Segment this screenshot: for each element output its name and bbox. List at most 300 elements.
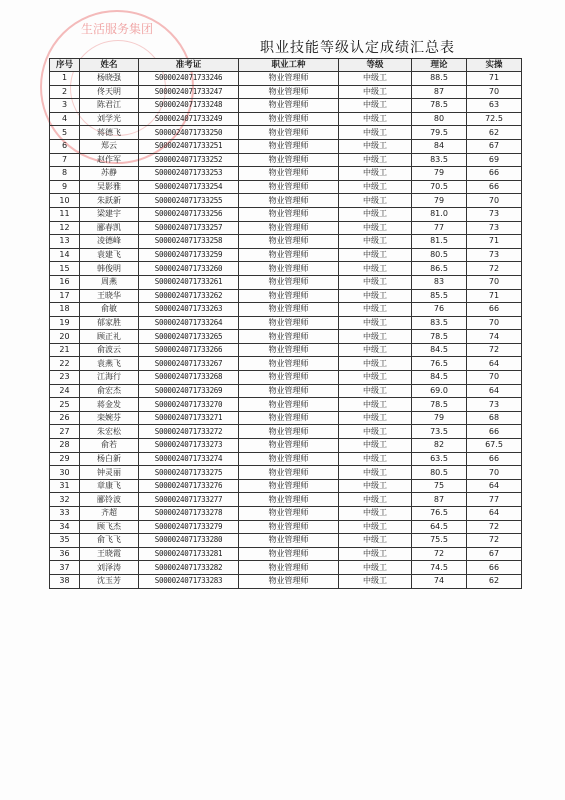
row-index: 7 [50, 153, 80, 167]
row-level: 中级工 [339, 153, 412, 167]
row-level: 中级工 [339, 547, 412, 561]
row-practice-score: 68 [467, 411, 522, 425]
row-theory-score: 79 [412, 167, 467, 181]
row-level: 中级工 [339, 479, 412, 493]
row-theory-score: 77 [412, 221, 467, 235]
header-practice: 实操 [467, 59, 522, 72]
row-name: 杨白新 [80, 452, 139, 466]
row-index: 3 [50, 99, 80, 113]
row-practice-score: 67 [467, 547, 522, 561]
row-occupation: 物业管理师 [239, 411, 339, 425]
row-name: 郑云 [80, 139, 139, 153]
row-theory-score: 76 [412, 303, 467, 317]
row-occupation: 物业管理师 [239, 534, 339, 548]
table-row [50, 303, 522, 317]
table-row [50, 85, 522, 99]
page-title-text: 职业技能等级认定成绩汇总表 [260, 40, 455, 56]
row-name: 赵作军 [80, 153, 139, 167]
row-index: 26 [50, 411, 80, 425]
row-name: 顾飞杰 [80, 520, 139, 534]
row-index: 30 [50, 466, 80, 480]
row-practice-score: 64 [467, 507, 522, 521]
row-occupation: 物业管理师 [239, 520, 339, 534]
row-occupation: 物业管理师 [239, 153, 339, 167]
row-ticket-id: S000024071733261 [139, 275, 239, 289]
row-name: 朱跃新 [80, 194, 139, 208]
row-ticket-id: S000024071733278 [139, 507, 239, 521]
row-occupation: 物业管理师 [239, 262, 339, 276]
row-theory-score: 73.5 [412, 425, 467, 439]
row-occupation: 物业管理师 [239, 479, 339, 493]
row-index: 19 [50, 316, 80, 330]
row-level: 中级工 [339, 139, 412, 153]
row-practice-score: 73 [467, 207, 522, 221]
row-ticket-id: S000024071733269 [139, 384, 239, 398]
header-theory: 理论 [412, 59, 467, 72]
row-ticket-id: S000024071733272 [139, 425, 239, 439]
row-level: 中级工 [339, 534, 412, 548]
row-occupation: 物业管理师 [239, 248, 339, 262]
row-index: 31 [50, 479, 80, 493]
row-ticket-id: S000024071733259 [139, 248, 239, 262]
row-level: 中级工 [339, 452, 412, 466]
row-theory-score: 75 [412, 479, 467, 493]
row-index: 21 [50, 343, 80, 357]
table-row [50, 547, 522, 561]
row-occupation: 物业管理师 [239, 507, 339, 521]
row-theory-score: 81.0 [412, 207, 467, 221]
row-level: 中级工 [339, 248, 412, 262]
row-index: 23 [50, 371, 80, 385]
table-row [50, 248, 522, 262]
row-index: 8 [50, 167, 80, 181]
row-name: 周燕 [80, 275, 139, 289]
row-theory-score: 76.5 [412, 357, 467, 371]
row-level: 中级工 [339, 384, 412, 398]
row-ticket-id: S000024071733262 [139, 289, 239, 303]
row-practice-score: 66 [467, 561, 522, 575]
row-index: 16 [50, 275, 80, 289]
row-theory-score: 83.5 [412, 153, 467, 167]
row-ticket-id: S000024071733247 [139, 85, 239, 99]
row-theory-score: 79 [412, 194, 467, 208]
row-practice-score: 72 [467, 343, 522, 357]
row-name: 俞飞飞 [80, 534, 139, 548]
row-occupation: 物业管理师 [239, 180, 339, 194]
table-row [50, 439, 522, 453]
row-ticket-id: S000024071733254 [139, 180, 239, 194]
row-practice-score: 73 [467, 398, 522, 412]
row-occupation: 物业管理师 [239, 343, 339, 357]
row-practice-score: 69 [467, 153, 522, 167]
row-index: 20 [50, 330, 80, 344]
row-occupation: 物业管理师 [239, 439, 339, 453]
row-occupation: 物业管理师 [239, 221, 339, 235]
row-practice-score: 70 [467, 194, 522, 208]
row-theory-score: 87 [412, 493, 467, 507]
row-practice-score: 72.5 [467, 112, 522, 126]
row-level: 中级工 [339, 520, 412, 534]
row-practice-score: 77 [467, 493, 522, 507]
table-row [50, 262, 522, 276]
row-theory-score: 78.5 [412, 330, 467, 344]
table-row [50, 425, 522, 439]
row-index: 6 [50, 139, 80, 153]
row-occupation: 物业管理师 [239, 289, 339, 303]
row-name: 蒋德飞 [80, 126, 139, 140]
row-name: 袁燕飞 [80, 357, 139, 371]
row-practice-score: 70 [467, 371, 522, 385]
table-row [50, 221, 522, 235]
row-name: 杨晓强 [80, 72, 139, 86]
row-theory-score: 74.5 [412, 561, 467, 575]
row-ticket-id: S000024071733257 [139, 221, 239, 235]
table-row [50, 452, 522, 466]
row-theory-score: 75.5 [412, 534, 467, 548]
row-name: 俞宏杰 [80, 384, 139, 398]
header-level: 等级 [339, 59, 412, 72]
row-theory-score: 83 [412, 275, 467, 289]
row-theory-score: 72 [412, 547, 467, 561]
row-occupation: 物业管理师 [239, 493, 339, 507]
row-occupation: 物业管理师 [239, 357, 339, 371]
row-theory-score: 84.5 [412, 343, 467, 357]
row-ticket-id: S000024071733266 [139, 343, 239, 357]
row-occupation: 物业管理师 [239, 85, 339, 99]
row-occupation: 物业管理师 [239, 99, 339, 113]
row-level: 中级工 [339, 466, 412, 480]
row-index: 9 [50, 180, 80, 194]
row-ticket-id: S000024071733246 [139, 72, 239, 86]
row-practice-score: 62 [467, 574, 522, 588]
row-theory-score: 84.5 [412, 371, 467, 385]
row-name: 吴影雅 [80, 180, 139, 194]
row-level: 中级工 [339, 303, 412, 317]
row-name: 韩俊明 [80, 262, 139, 276]
table-row [50, 207, 522, 221]
row-index: 18 [50, 303, 80, 317]
row-name: 凌德峰 [80, 235, 139, 249]
table-row [50, 112, 522, 126]
row-index: 4 [50, 112, 80, 126]
row-practice-score: 67 [467, 139, 522, 153]
row-ticket-id: S000024071733251 [139, 139, 239, 153]
row-practice-score: 72 [467, 520, 522, 534]
row-theory-score: 80 [412, 112, 467, 126]
table-header-row [50, 59, 522, 72]
row-practice-score: 63 [467, 99, 522, 113]
row-name: 苏静 [80, 167, 139, 181]
row-occupation: 物业管理师 [239, 384, 339, 398]
row-name: 俞波云 [80, 343, 139, 357]
row-level: 中级工 [339, 180, 412, 194]
row-theory-score: 80.5 [412, 466, 467, 480]
row-level: 中级工 [339, 235, 412, 249]
row-index: 12 [50, 221, 80, 235]
row-practice-score: 72 [467, 262, 522, 276]
row-ticket-id: S000024071733276 [139, 479, 239, 493]
row-index: 27 [50, 425, 80, 439]
row-name: 王晓华 [80, 289, 139, 303]
score-table [49, 58, 522, 589]
row-index: 13 [50, 235, 80, 249]
row-ticket-id: S000024071733273 [139, 439, 239, 453]
row-ticket-id: S000024071733265 [139, 330, 239, 344]
row-level: 中级工 [339, 85, 412, 99]
row-occupation: 物业管理师 [239, 316, 339, 330]
row-practice-score: 70 [467, 316, 522, 330]
row-level: 中级工 [339, 574, 412, 588]
row-occupation: 物业管理师 [239, 452, 339, 466]
table-row [50, 275, 522, 289]
row-index: 32 [50, 493, 80, 507]
row-theory-score: 78.5 [412, 398, 467, 412]
row-occupation: 物业管理师 [239, 547, 339, 561]
table-row [50, 343, 522, 357]
row-ticket-id: S000024071733252 [139, 153, 239, 167]
table-row [50, 99, 522, 113]
row-index: 5 [50, 126, 80, 140]
row-theory-score: 87 [412, 85, 467, 99]
table-row [50, 167, 522, 181]
table-row [50, 574, 522, 588]
row-theory-score: 84 [412, 139, 467, 153]
row-occupation: 物业管理师 [239, 207, 339, 221]
row-practice-score: 64 [467, 479, 522, 493]
table-row [50, 180, 522, 194]
row-practice-score: 66 [467, 452, 522, 466]
row-ticket-id: S000024071733263 [139, 303, 239, 317]
header-ticket: 准考证 [139, 59, 239, 72]
row-occupation: 物业管理师 [239, 275, 339, 289]
row-occupation: 物业管理师 [239, 425, 339, 439]
row-level: 中级工 [339, 275, 412, 289]
table-row [50, 330, 522, 344]
row-level: 中级工 [339, 126, 412, 140]
row-ticket-id: S000024071733281 [139, 547, 239, 561]
row-theory-score: 79.5 [412, 126, 467, 140]
row-ticket-id: S000024071733275 [139, 466, 239, 480]
row-ticket-id: S000024071733267 [139, 357, 239, 371]
row-name: 俞若 [80, 439, 139, 453]
table-row [50, 72, 522, 86]
row-index: 22 [50, 357, 80, 371]
row-name: 梁建宇 [80, 207, 139, 221]
row-theory-score: 79 [412, 411, 467, 425]
row-occupation: 物业管理师 [239, 72, 339, 86]
row-theory-score: 64.5 [412, 520, 467, 534]
row-index: 36 [50, 547, 80, 561]
row-practice-score: 74 [467, 330, 522, 344]
row-theory-score: 69.0 [412, 384, 467, 398]
row-occupation: 物业管理师 [239, 466, 339, 480]
table-row [50, 561, 522, 575]
row-ticket-id: S000024071733253 [139, 167, 239, 181]
row-level: 中级工 [339, 493, 412, 507]
table-row [50, 153, 522, 167]
seal-text: 生活服务集团 [80, 22, 153, 36]
table-row [50, 398, 522, 412]
row-theory-score: 86.5 [412, 262, 467, 276]
row-level: 中级工 [339, 194, 412, 208]
row-level: 中级工 [339, 371, 412, 385]
row-index: 38 [50, 574, 80, 588]
row-ticket-id: S000024071733283 [139, 574, 239, 588]
row-ticket-id: S000024071733258 [139, 235, 239, 249]
row-name: 顾正礼 [80, 330, 139, 344]
row-ticket-id: S000024071733271 [139, 411, 239, 425]
row-name: 俞敏 [80, 303, 139, 317]
row-level: 中级工 [339, 425, 412, 439]
page-title [0, 37, 565, 57]
table-body [50, 72, 522, 589]
row-ticket-id: S000024071733256 [139, 207, 239, 221]
row-level: 中级工 [339, 343, 412, 357]
header-index: 序号 [50, 59, 80, 72]
row-index: 10 [50, 194, 80, 208]
table-row [50, 194, 522, 208]
row-name: 袁建飞 [80, 248, 139, 262]
row-index: 37 [50, 561, 80, 575]
row-index: 28 [50, 439, 80, 453]
row-occupation: 物业管理师 [239, 126, 339, 140]
row-practice-score: 71 [467, 235, 522, 249]
row-theory-score: 70.5 [412, 180, 467, 194]
row-level: 中级工 [339, 398, 412, 412]
row-theory-score: 81.5 [412, 235, 467, 249]
row-ticket-id: S000024071733250 [139, 126, 239, 140]
row-level: 中级工 [339, 289, 412, 303]
row-occupation: 物业管理师 [239, 112, 339, 126]
row-occupation: 物业管理师 [239, 574, 339, 588]
table-row [50, 411, 522, 425]
row-index: 34 [50, 520, 80, 534]
table-row [50, 235, 522, 249]
row-level: 中级工 [339, 330, 412, 344]
table-row [50, 384, 522, 398]
row-occupation: 物业管理师 [239, 194, 339, 208]
table-row [50, 520, 522, 534]
row-theory-score: 85.5 [412, 289, 467, 303]
row-name: 齐超 [80, 507, 139, 521]
row-level: 中级工 [339, 316, 412, 330]
row-level: 中级工 [339, 439, 412, 453]
row-level: 中级工 [339, 207, 412, 221]
row-index: 29 [50, 452, 80, 466]
row-index: 35 [50, 534, 80, 548]
row-occupation: 物业管理师 [239, 235, 339, 249]
row-name: 郦铃波 [80, 493, 139, 507]
row-ticket-id: S000024071733279 [139, 520, 239, 534]
row-index: 11 [50, 207, 80, 221]
row-name: 江海行 [80, 371, 139, 385]
row-occupation: 物业管理师 [239, 330, 339, 344]
row-index: 25 [50, 398, 80, 412]
row-level: 中级工 [339, 99, 412, 113]
row-name: 郁家胜 [80, 316, 139, 330]
row-index: 2 [50, 85, 80, 99]
row-occupation: 物业管理师 [239, 561, 339, 575]
row-index: 17 [50, 289, 80, 303]
row-ticket-id: S000024071733264 [139, 316, 239, 330]
row-ticket-id: S000024071733274 [139, 452, 239, 466]
row-level: 中级工 [339, 167, 412, 181]
row-occupation: 物业管理师 [239, 139, 339, 153]
row-occupation: 物业管理师 [239, 398, 339, 412]
header-occupation: 职业工种 [239, 59, 339, 72]
table-row [50, 316, 522, 330]
row-occupation: 物业管理师 [239, 303, 339, 317]
table-row [50, 466, 522, 480]
row-practice-score: 73 [467, 248, 522, 262]
row-level: 中级工 [339, 561, 412, 575]
table-row [50, 479, 522, 493]
row-name: 王晓霞 [80, 547, 139, 561]
row-theory-score: 76.5 [412, 507, 467, 521]
row-theory-score: 83.5 [412, 316, 467, 330]
row-level: 中级工 [339, 507, 412, 521]
row-name: 郦春凯 [80, 221, 139, 235]
row-name: 钟灵丽 [80, 466, 139, 480]
row-occupation: 物业管理师 [239, 167, 339, 181]
row-theory-score: 78.5 [412, 99, 467, 113]
header-name: 姓名 [80, 59, 139, 72]
row-ticket-id: S000024071733248 [139, 99, 239, 113]
table-row [50, 534, 522, 548]
row-practice-score: 64 [467, 384, 522, 398]
row-practice-score: 66 [467, 180, 522, 194]
row-level: 中级工 [339, 112, 412, 126]
row-index: 15 [50, 262, 80, 276]
row-theory-score: 74 [412, 574, 467, 588]
row-theory-score: 88.5 [412, 72, 467, 86]
row-name: 刘学光 [80, 112, 139, 126]
row-index: 14 [50, 248, 80, 262]
row-ticket-id: S000024071733277 [139, 493, 239, 507]
table-row [50, 371, 522, 385]
row-level: 中级工 [339, 357, 412, 371]
row-name: 沈玉芳 [80, 574, 139, 588]
row-ticket-id: S000024071733270 [139, 398, 239, 412]
row-ticket-id: S000024071733282 [139, 561, 239, 575]
row-name: 蒋金发 [80, 398, 139, 412]
row-practice-score: 66 [467, 425, 522, 439]
row-practice-score: 62 [467, 126, 522, 140]
row-ticket-id: S000024071733249 [139, 112, 239, 126]
table-row [50, 126, 522, 140]
row-practice-score: 71 [467, 72, 522, 86]
row-name: 栾婉芬 [80, 411, 139, 425]
row-ticket-id: S000024071733280 [139, 534, 239, 548]
row-name: 刘泽涛 [80, 561, 139, 575]
row-practice-score: 67.5 [467, 439, 522, 453]
row-ticket-id: S000024071733255 [139, 194, 239, 208]
row-practice-score: 66 [467, 167, 522, 181]
row-level: 中级工 [339, 72, 412, 86]
row-ticket-id: S000024071733260 [139, 262, 239, 276]
row-practice-score: 70 [467, 275, 522, 289]
row-theory-score: 63.5 [412, 452, 467, 466]
row-theory-score: 80.5 [412, 248, 467, 262]
table-row [50, 493, 522, 507]
row-index: 33 [50, 507, 80, 521]
row-practice-score: 64 [467, 357, 522, 371]
row-practice-score: 72 [467, 534, 522, 548]
row-ticket-id: S000024071733268 [139, 371, 239, 385]
row-level: 中级工 [339, 221, 412, 235]
row-practice-score: 73 [467, 221, 522, 235]
row-name: 朱宏松 [80, 425, 139, 439]
